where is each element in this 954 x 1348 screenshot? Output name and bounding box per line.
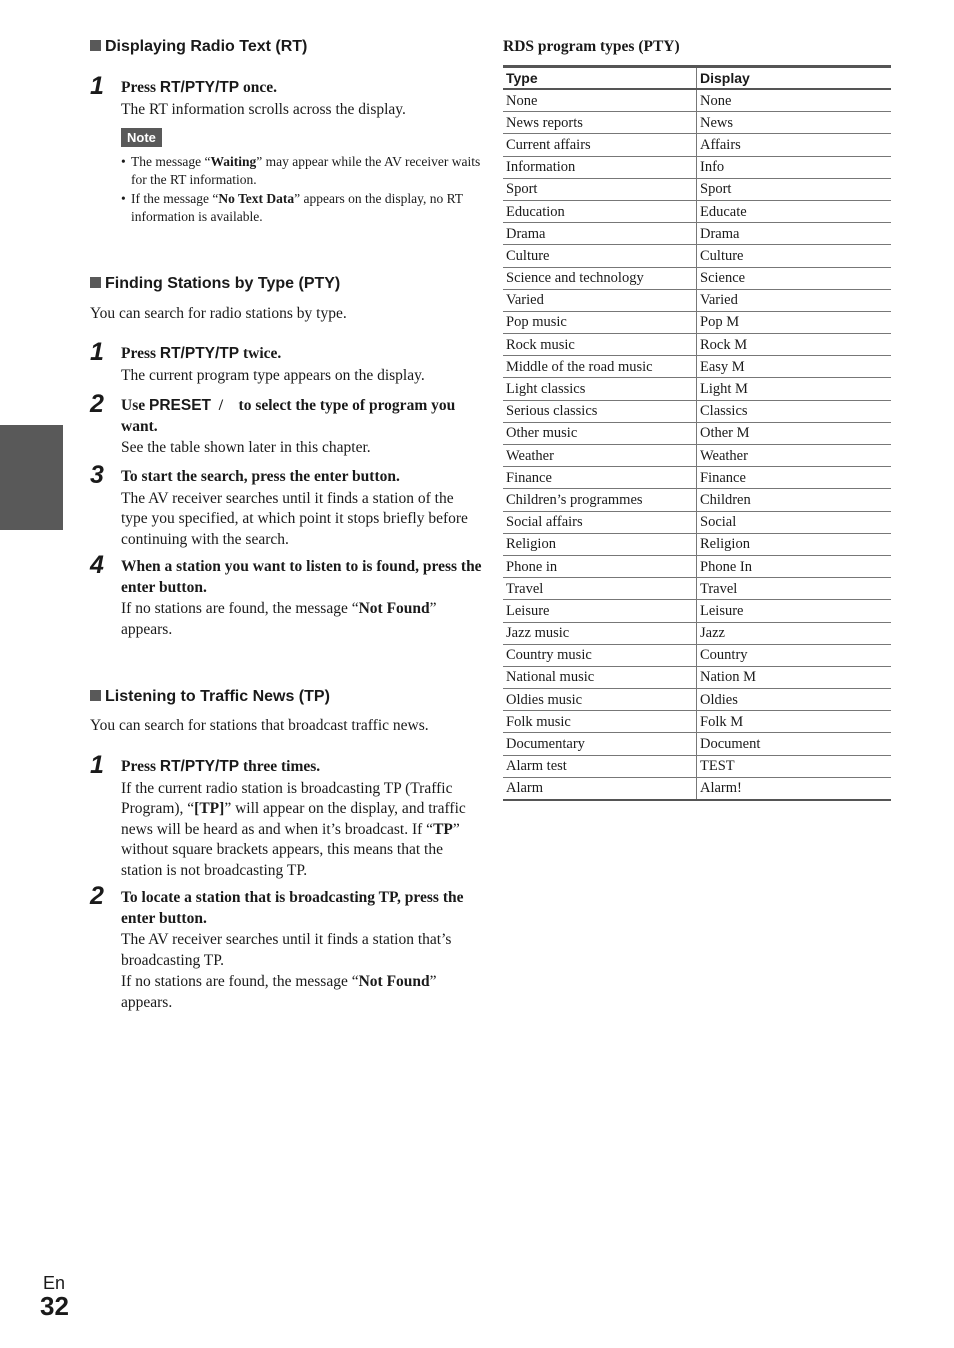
pty-step-1 xyxy=(90,338,482,386)
table-row xyxy=(503,378,891,400)
cell-type: Culture xyxy=(503,245,697,267)
section-heading-pty: Finding Stations by Type (PTY) xyxy=(90,275,340,293)
table-header-row xyxy=(503,67,891,90)
cell-type: Documentary xyxy=(503,733,697,755)
cell-display: Finance xyxy=(697,467,892,489)
cell-display: Jazz xyxy=(697,622,892,644)
cell-display: Drama xyxy=(697,223,892,245)
column-header-type: Type xyxy=(503,67,697,90)
pty-step-2 xyxy=(90,390,482,459)
cell-display: Sport xyxy=(697,178,892,200)
table-row xyxy=(503,134,891,156)
cell-display: Varied xyxy=(697,289,892,311)
cell-display: Rock M xyxy=(697,334,892,356)
table-row xyxy=(503,245,891,267)
cell-display: News xyxy=(697,112,892,134)
pty-step-3 xyxy=(90,461,482,550)
table-row xyxy=(503,467,891,489)
table-row xyxy=(503,267,891,289)
cell-type: Jazz music xyxy=(503,622,697,644)
cell-type: None xyxy=(503,89,697,112)
cell-display: Easy M xyxy=(697,356,892,378)
table-row xyxy=(503,644,891,666)
pty-intro: You can search for radio stations by type. xyxy=(90,305,347,322)
step-text: See the table shown later in this chapter. xyxy=(121,439,371,456)
tp-step-2 xyxy=(90,882,482,1013)
cell-display: Phone In xyxy=(697,555,892,577)
section-heading-tp: Listening to Traffic News (TP) xyxy=(90,688,330,706)
step-text: The RT information scrolls across the display. xyxy=(121,100,406,118)
square-bullet-icon xyxy=(90,690,101,701)
pty-table xyxy=(503,65,891,801)
note-item: • If the message “No Text Data” appears on the display, no RT information is available. xyxy=(121,190,463,225)
table-row xyxy=(503,489,891,511)
cell-type: Leisure xyxy=(503,600,697,622)
cell-display: Culture xyxy=(697,245,892,267)
table-row xyxy=(503,689,891,711)
table-row xyxy=(503,89,891,112)
cell-type: Weather xyxy=(503,445,697,467)
table-title: RDS program types (PTY) xyxy=(503,38,680,55)
cell-type: Light classics xyxy=(503,378,697,400)
note-item: • The message “Waiting” may appear while the AV receiver waits for the RT information. xyxy=(121,154,481,188)
table-row xyxy=(503,777,891,800)
chapter-tab xyxy=(0,425,63,530)
step-text: The AV receiver searches until it finds a station that’s broadcasting TP. xyxy=(121,931,452,969)
cell-type: Social affairs xyxy=(503,511,697,533)
table-row xyxy=(503,112,891,134)
cell-display: Classics xyxy=(697,400,892,422)
cell-type: Travel xyxy=(503,578,697,600)
cell-display: Affairs xyxy=(697,134,892,156)
step-text: If no stations are found, the message “Not Found” appears. xyxy=(121,973,437,1011)
cell-type: Varied xyxy=(503,289,697,311)
page-number: 32 xyxy=(40,1291,69,1321)
cell-type: Folk music xyxy=(503,711,697,733)
step-title: Press RT/PTY/TP once. xyxy=(121,79,278,96)
step-number: 1 xyxy=(90,338,104,366)
cell-type: Rock music xyxy=(503,334,697,356)
cell-type: Serious classics xyxy=(503,400,697,422)
step-text: The AV receiver searches until it finds a station of the type you specified, at which point it stops briefly before continuing with the search. xyxy=(121,489,468,548)
cell-type: Sport xyxy=(503,178,697,200)
cell-type: Alarm test xyxy=(503,755,697,777)
table-row xyxy=(503,311,891,333)
cell-type: Pop music xyxy=(503,311,697,333)
cell-type: Finance xyxy=(503,467,697,489)
table-row xyxy=(503,578,891,600)
table-row xyxy=(503,200,891,222)
step-number: 1 xyxy=(90,751,104,779)
table-row xyxy=(503,356,891,378)
step-number: 3 xyxy=(90,461,104,489)
step-title: To start the search, press the enter button. xyxy=(121,468,400,485)
step-number: 2 xyxy=(90,390,104,418)
cell-display: Country xyxy=(697,644,892,666)
cell-display: Folk M xyxy=(697,711,892,733)
table-row xyxy=(503,422,891,444)
table-row xyxy=(503,533,891,555)
tp-intro: You can search for stations that broadcast traffic news. xyxy=(90,717,429,734)
table-row xyxy=(503,555,891,577)
square-bullet-icon xyxy=(90,40,101,51)
cell-display: Science xyxy=(697,267,892,289)
table-row xyxy=(503,733,891,755)
step-number: 2 xyxy=(90,882,104,910)
cell-type: Phone in xyxy=(503,555,697,577)
step-text: If no stations are found, the message “Not Found” appears. xyxy=(121,600,437,638)
table-row xyxy=(503,156,891,178)
pty-step-4 xyxy=(90,551,482,640)
cell-display: Leisure xyxy=(697,600,892,622)
cell-display: Light M xyxy=(697,378,892,400)
step-text: If the current radio station is broadcasting TP (Traffic Program), “[TP]” will appear on the display, and traffic news will be heard as and when it’s broadcast. If “TP” without square brackets appears, this means that the station is not broadcasting TP. xyxy=(121,779,466,879)
cell-display: Educate xyxy=(697,200,892,222)
table-row xyxy=(503,511,891,533)
table-row xyxy=(503,711,891,733)
cell-type: National music xyxy=(503,666,697,688)
step-title: Press RT/PTY/TP three times. xyxy=(121,758,321,775)
table-row xyxy=(503,622,891,644)
cell-type: Middle of the road music xyxy=(503,356,697,378)
column-header-display: Display xyxy=(697,67,892,90)
square-bullet-icon xyxy=(90,277,101,288)
cell-display: Nation M xyxy=(697,666,892,688)
cell-display: Weather xyxy=(697,445,892,467)
cell-display: TEST xyxy=(697,755,892,777)
table-row xyxy=(503,334,891,356)
table-row xyxy=(503,400,891,422)
cell-type: Country music xyxy=(503,644,697,666)
table-row xyxy=(503,445,891,467)
cell-type: Religion xyxy=(503,533,697,555)
step-title: When a station you want to listen to is found, press the enter button. xyxy=(121,558,482,596)
cell-type: Information xyxy=(503,156,697,178)
step-number: 4 xyxy=(90,551,104,579)
cell-display: Document xyxy=(697,733,892,755)
table-body xyxy=(503,89,891,800)
table-row xyxy=(503,289,891,311)
step-title: Press RT/PTY/TP twice. xyxy=(121,345,282,362)
cell-display: Info xyxy=(697,156,892,178)
cell-display: Travel xyxy=(697,578,892,600)
cell-display: Religion xyxy=(697,533,892,555)
cell-type: Alarm xyxy=(503,777,697,800)
page-language: En xyxy=(43,1273,66,1293)
step-text: The current program type appears on the display. xyxy=(121,366,425,384)
step-title: To locate a station that is broadcasting TP, press the enter button. xyxy=(121,889,464,927)
cell-type: News reports xyxy=(503,112,697,134)
table-row xyxy=(503,223,891,245)
cell-display: None xyxy=(697,89,892,112)
note-badge: Note xyxy=(121,128,162,147)
cell-display: Alarm! xyxy=(697,777,892,800)
cell-display: Pop M xyxy=(697,311,892,333)
cell-display: Other M xyxy=(697,422,892,444)
cell-type: Education xyxy=(503,200,697,222)
cell-display: Oldies xyxy=(697,689,892,711)
cell-type: Oldies music xyxy=(503,689,697,711)
cell-type: Drama xyxy=(503,223,697,245)
cell-type: Science and technology xyxy=(503,267,697,289)
cell-type: Current affairs xyxy=(503,134,697,156)
table-row xyxy=(503,600,891,622)
cell-display: Social xyxy=(697,511,892,533)
table-row xyxy=(503,755,891,777)
tp-step-1 xyxy=(90,751,482,881)
cell-type: Children’s programmes xyxy=(503,489,697,511)
cell-display: Children xyxy=(697,489,892,511)
cell-type: Other music xyxy=(503,422,697,444)
step-number: 1 xyxy=(90,72,104,100)
step-title: Use PRESET / to select the type of program you want. xyxy=(121,397,460,435)
rt-step-1 xyxy=(90,72,482,120)
table-row xyxy=(503,666,891,688)
table-row xyxy=(503,178,891,200)
section-heading-rt: Displaying Radio Text (RT) xyxy=(90,38,307,56)
note-list xyxy=(121,153,483,227)
